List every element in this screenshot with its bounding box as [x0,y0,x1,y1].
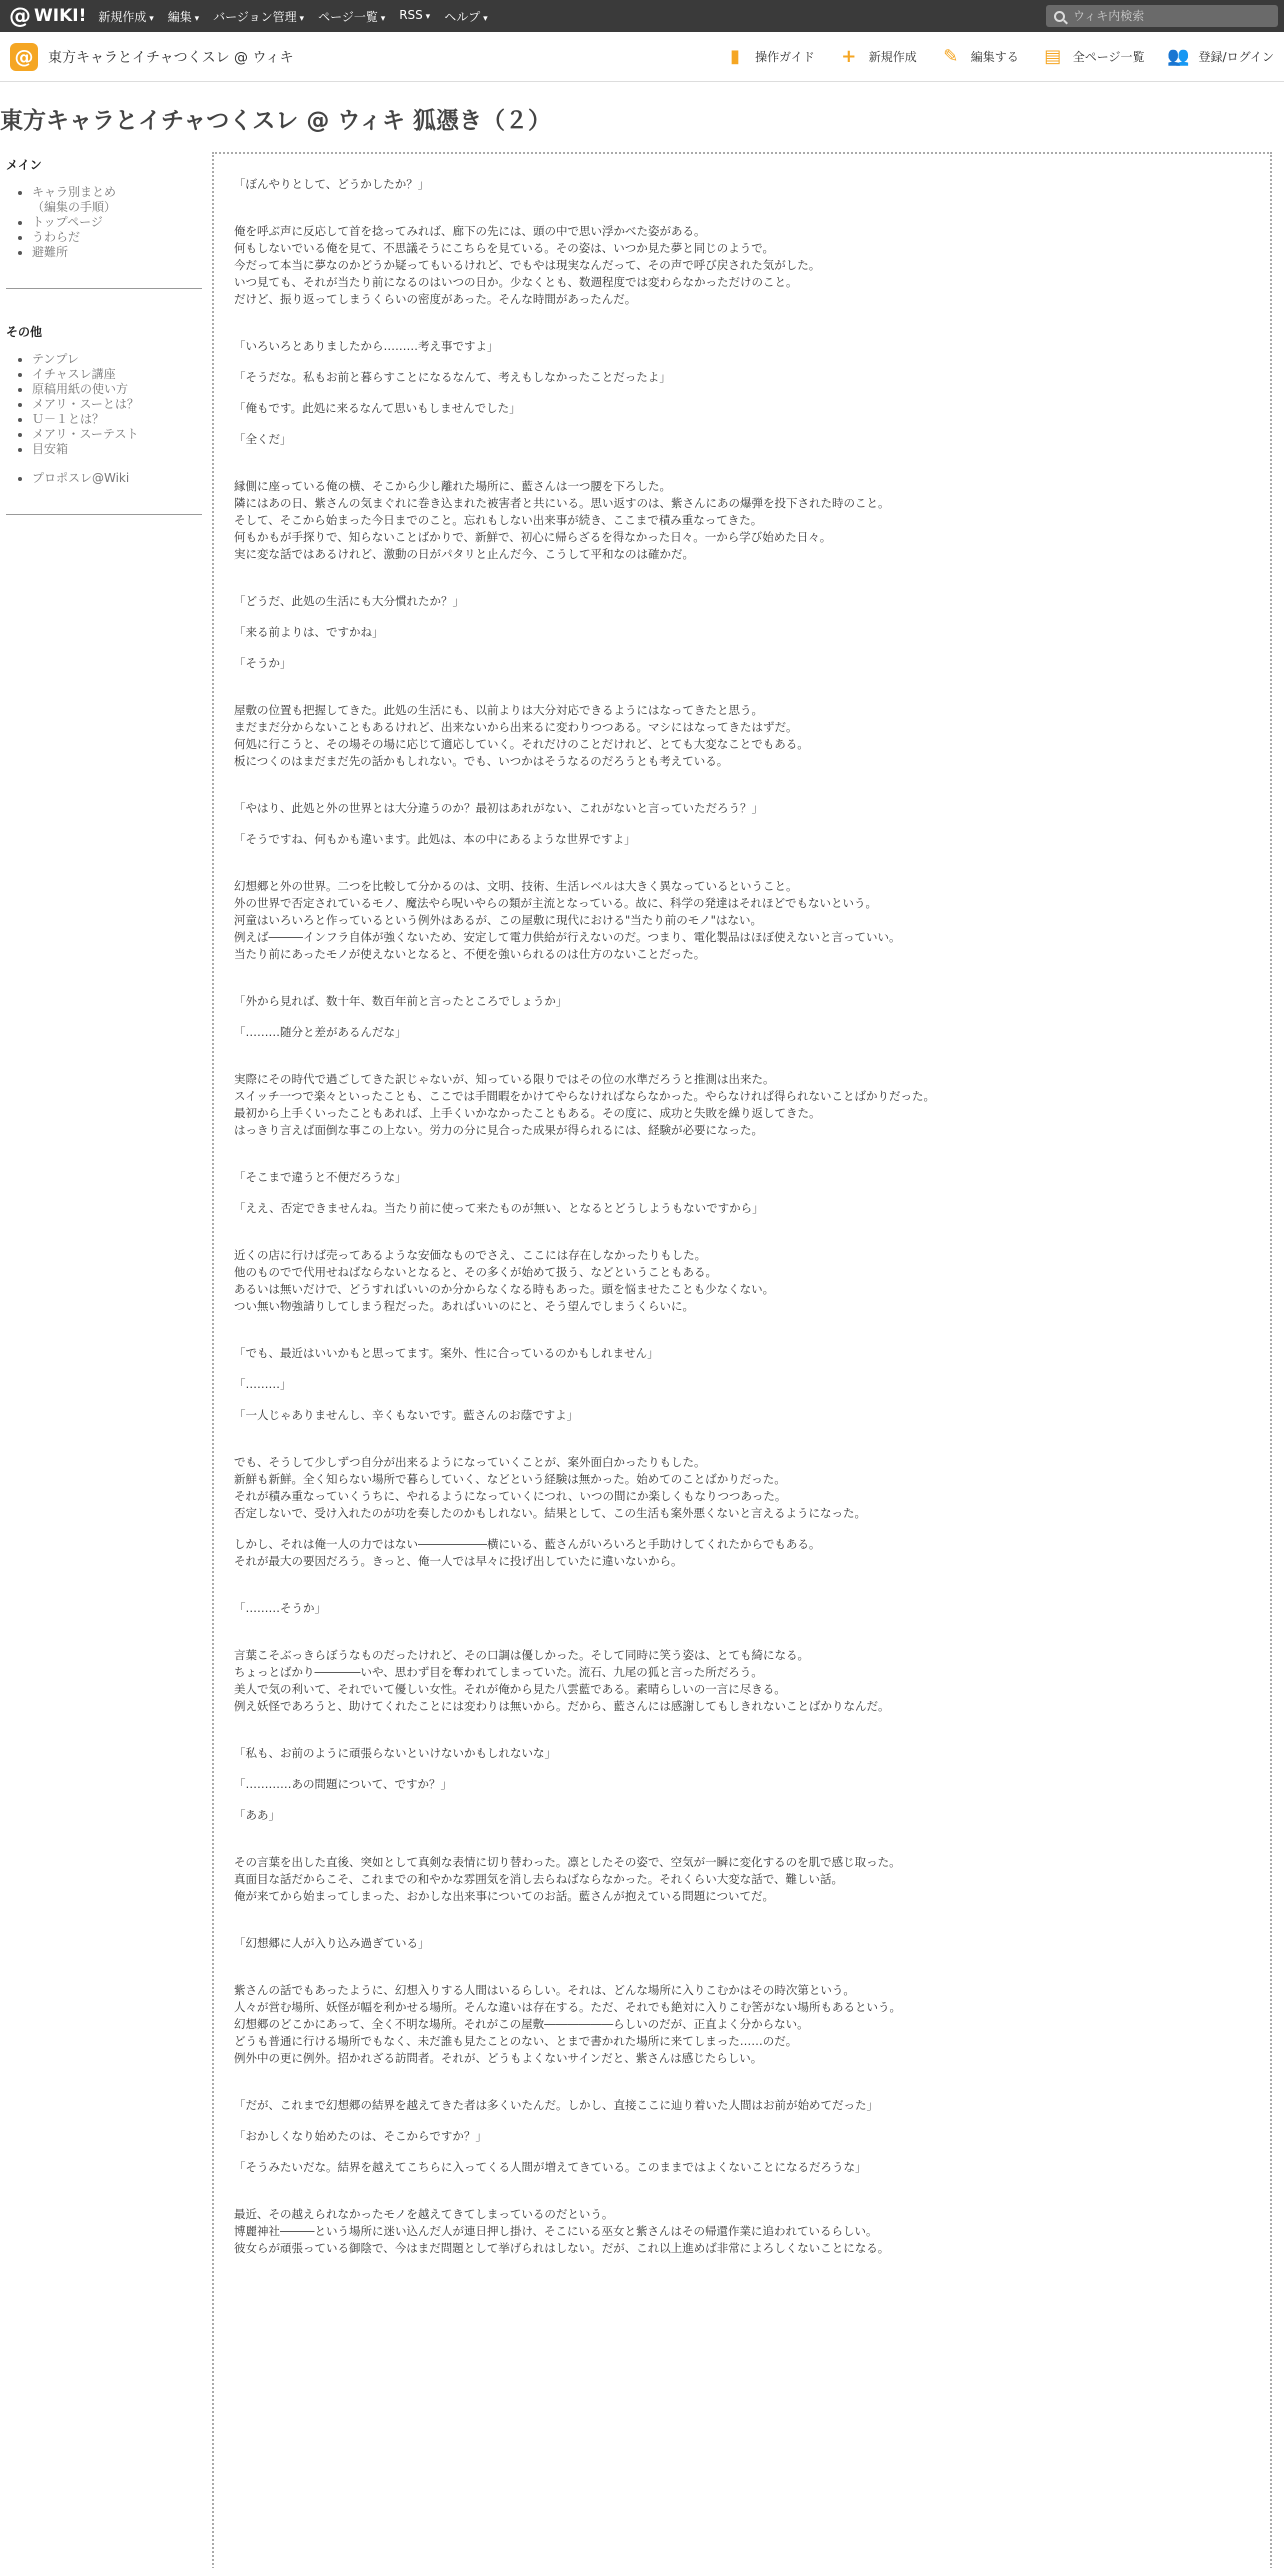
text-line: 美人で気の利いて、それでいて優しい女性。それが俺から見た八雲藍である。素晴らしいの一言に尽きる。 [234,1682,786,1696]
sidebar-item-label: 目安箱 [32,442,69,456]
dialogue-line [234,800,1270,817]
text-line: 他のものでで代用せねばならないとなると、その多くが始めて扱う、などということもある。 [234,1265,717,1279]
text-line: はっきり言えば面倒な事この上ない。労力の分に見合った成果が得られるには、経験が必要になった。 [234,1123,763,1137]
narration-paragraph [234,1247,1270,1315]
all-pages-button[interactable] [1043,47,1145,67]
logo-text: WIKI! [34,6,87,26]
sidebar-item-uwarada[interactable] [32,230,212,245]
text-line: 「そうだな。私もお前と暮らすことになるなんて、考えもしなかったことだったよ」 [234,370,671,384]
sidebar [0,152,212,549]
text-line: 幻想郷のどこかにあって、全く不明な場所。それがこの屋敷――――――らしいのだが、正直よく分からない。 [234,2017,809,2031]
text-line: つい無い物強請りしてしまう程だった。あればいいのにと、そう望んでしまうくらいに。 [234,1299,694,1313]
text-line: 「そうみたいだな。結界を越えてこちらに入ってくる人間が増えてきている。このままではよくないことになるだろうな」 [234,2160,867,2174]
sidebar-item-manuscript[interactable] [32,382,212,397]
text-line: そして、そこから始まった今日までのこと。忘れもしない出来事が続き、ここまで積み重なってきた。 [234,513,763,527]
atwiki-logo[interactable] [6,4,86,28]
wiki-search [1046,5,1278,27]
text-line: 屋敷の位置も把握してきた。此処の生活にも、以前よりは大分対応できるようにはなってきたと思う。 [234,703,763,717]
dialogue-line [234,624,1270,641]
sidebar-main-list [6,185,212,260]
text-line: 「………随分と差があるんだな」 [234,1025,407,1039]
narration-paragraph [234,702,1270,770]
text-line: 幻想郷と外の世界。二つを比較して分かるのは、文明、技術、生活レベルは大きく異なっているということ。 [234,879,798,893]
text-line: 「私も、お前のように頑張らないといけないかもしれないな」 [234,1746,556,1760]
menu-edit[interactable]: 編集 ▾ [168,8,199,25]
dialogue-line [234,1776,1270,1793]
text-line: 今だって本当に夢なのかどうか疑ってもいるけれど、でもやは現実なんだって、その声で呼び戻された気がした。 [234,258,821,272]
text-line: 隣にはあの日、紫さんの気まぐれに巻き込まれた被害者と共にいる。思い返すのは、紫さんにあの爆弾を投下された時のこと。 [234,496,890,510]
narration-paragraph [234,2206,1270,2257]
text-line: 新鮮も新鮮。全く知らない場所で暮らしていく、などという経験は無かった。始めてのことばかりだった。 [234,1472,786,1486]
sidebar-item-label: トップページ [32,215,103,229]
sidebar-item-refuge[interactable] [32,245,212,260]
dialogue-line [234,431,1270,448]
text-line: 「………」 [234,1377,292,1391]
login-button[interactable] [1169,47,1274,67]
text-line: 「そうですね、何もかも違います。此処は、本の中にあるような世界ですよ」 [234,832,636,846]
sidebar-item-label: キャラ別まとめ [32,185,117,199]
menu-rss[interactable]: RSS ▾ [399,8,430,25]
dialogue-line [234,2097,1270,2114]
site-tools [701,47,1274,67]
text-line: 人々が営む場所、妖怪が幅を利かせる場所。そんな違いは存在する。ただ、それでも絶対に入りこむ筈がない場所もあるという。 [234,2000,901,2014]
site-header [0,32,1284,82]
text-line: 言葉こそぶっきらぼうなものだったけれど、その口調は優しかった。そして同時に笑う姿は、とても綺になる。 [234,1648,809,1662]
text-line: 「どうだ、此処の生活にも大分慣れたか？」 [234,594,464,608]
edit-label: 編集する [970,50,1019,64]
text-line: 最初から上手くいったこともあれば、上手くいかなかったこともある。その度に、成功と失敗を繰り返してきた。 [234,1106,821,1120]
text-line: 「外から見れば、数十年、数百年前と言ったところでしょうか」 [234,994,568,1008]
text-line: ちょっとばかり――――いや、思わず目を奪われてしまっていた。流石、九尾の狐と言った所だろう。 [234,1665,763,1679]
text-line: でも、そうして少しずつ自分が出来るようになっていくことが、案外面白かったりもした。 [234,1455,706,1469]
sidebar-item-suggestion-box[interactable] [32,442,212,457]
pages-icon: ▤ [1044,46,1062,67]
sidebar-item-sublabel[interactable]: （編集の手順） [32,200,117,214]
text-line: あるいは無いだけで、どうすればいいのか分からなくなる時もあった。頭を悩ませたことも少なくない。 [234,1282,775,1296]
narration-paragraph [234,878,1270,963]
sidebar-other-heading: その他 [6,325,43,339]
menu-version[interactable]: バージョン管理 ▾ [213,8,304,25]
sidebar-divider [6,288,202,289]
dialogue-line [234,831,1270,848]
sidebar-item-label: メアリ・スーテスト [32,427,139,441]
text-line: 例外中の更に例外。招かれざる訪問者。それが、どうもよくないサインだと、紫さんは感じたらしい。 [234,2051,763,2065]
text-line: 例え妖怪であろうと、助けてくれたことには変わりは無いから。だから、藍さんには感謝してもしきれないことばかりなんだ。 [234,1699,890,1713]
at-logo-icon: @ [9,3,31,29]
text-line: 俺を呼ぶ声に反応して首を捻ってみれば、廊下の先には、頭の中で思い浮かべた姿がある。 [234,224,706,238]
dialogue-line [234,1200,1270,1217]
text-line: 「そこまで違うと不便だろうな」 [234,1170,407,1184]
guide-label: 操作ガイド [755,50,815,64]
text-line: 当たり前にあったモノが使えないとなると、不便を強いられるのは仕方のないことだった。 [234,947,706,961]
menu-new[interactable]: 新規作成 ▾ [98,8,153,25]
dialogue-line [234,1600,1270,1617]
dialogue-line [234,369,1270,386]
text-line: 近くの店に行けば売ってあるような安価なものでさえ、ここには存在しなかったりもした。 [234,1248,707,1262]
dialogue-line [234,1169,1270,1186]
sidebar-item-label: メアリ・スーとは？ [32,397,139,411]
edit-button[interactable] [941,47,1019,67]
login-label: 登録/ログイン [1198,50,1274,64]
dialogue-line [234,1407,1270,1424]
text-line: だけど、振り返ってしまうくらいの密度があった。そんな時間があったんだ。 [234,292,637,306]
text-line: 否定しないで、受け入れたのが功を奏したのかもしれない。結果として、この生活も案外悪くないと言えるようになった。 [234,1506,867,1520]
text-line: 「だが、これまで幻想郷の結界を越えてきた者は多くいたんだ。しかし、直接ここに辿り着いた人間はお前が始めてだった」 [234,2098,878,2112]
narration-paragraph [234,1982,1270,2067]
dialogue-line [234,1807,1270,1824]
sidebar-main-heading: メイン [6,158,42,172]
text-line: まだまだ分からないこともあるけれど、出来ないから出来るに変わりつつある。マシにはなってきたはずだ。 [234,720,798,734]
sidebar-item-marysue-test[interactable] [32,427,212,442]
top-nav-bar [0,0,1284,32]
text-line: 「…………あの問題について、ですか？」 [234,1777,453,1791]
dialogue-line [234,2128,1270,2145]
sidebar-item-template[interactable] [32,352,212,367]
narration-paragraph [234,478,1270,563]
text-line: その言葉を出した直後、突如として真剣な表情に切り替わった。凛としたその姿で、空気が一瞬に変化するのを肌で感じ取った。 [234,1855,901,1869]
dialogue-line [234,338,1270,355]
text-line: 最近、その越えられなかったモノを越えてきてしまっているのだという。 [234,2207,614,2221]
narration-paragraph [234,1536,1270,1570]
text-line: 俺が来てから始まってしまった、おかしな出来事についてのお話。藍さんが抱えている問題についてだ。 [234,1889,775,1903]
text-line: 「おかしくなり始めたのは、そこからですか？」 [234,2129,487,2143]
sidebar-item-propo[interactable] [32,471,212,486]
dialogue-line [234,1935,1270,1952]
dialogue-line [234,400,1270,417]
dialogue-line [234,993,1270,1010]
dialogue-line [234,655,1270,672]
dialogue-line [234,2159,1270,2176]
text-line: 「幻想郷に人が入り込み過ぎている」 [234,1936,430,1950]
text-line: 「来る前よりは、ですかね」 [234,625,384,639]
narration-paragraph [234,1071,1270,1139]
menu-page-list[interactable]: ページ一覧 ▾ [318,8,385,25]
sidebar-item-top[interactable] [32,215,212,230]
pencil-icon: ✎ [943,46,959,67]
narration-paragraph [234,223,1270,308]
text-line: 「全くだ」 [234,432,292,446]
text-line: 何もしないでいる俺を見て、不思議そうにこちらを見ている。その姿は、いつか見た夢と同じのようで。 [234,241,775,255]
menu-help[interactable]: ヘルプ ▾ [444,8,487,25]
plus-icon: + [841,46,857,67]
text-line: 博麗神社―――という場所に迷い込んだ人が連日押し掛け、そこにいる巫女と紫さんはその帰還作業に追われているらしい。 [234,2224,878,2238]
search-input[interactable] [1073,9,1263,23]
sidebar-item-label: テンプレ [32,352,79,366]
text-line: 「やはり、此処と外の世界とは大分違うのか？最初はあれがない、これがないと言っていただろう？」 [234,801,763,815]
text-line: 縁側に座っている俺の横、そこから少し離れた場所に、藍さんは一つ腰を下ろした。 [234,479,671,493]
text-line: 「俺もです。此処に来るなんて思いもしませんでした」 [234,401,521,415]
text-line: 例えば―――インフラ自体が強くないため、安定して電力供給が行えないのだ。つまり、電化製品はほぼ使えないと言っていい。 [234,930,901,944]
text-line: いつ見ても、それが当たり前になるのはいつの日か。少なくとも、数週程度では変わらなかっただけのこと。 [234,275,798,289]
sidebar-item-label: イチャスレ講座 [32,367,116,381]
sidebar-item-label: Ｕ－１とは？ [32,412,105,426]
sidebar-extra-list [6,471,212,486]
page-title: 東方キャラとイチャつくスレ @ ウィキ 狐憑き（２） [0,108,551,134]
text-line: 紫さんの話でもあったように、幻想入りする人間はいるらしい。それは、どんな場所に入りこむかはその時次第という。 [234,1983,855,1997]
text-line: 何もかもが手探りで、知らないことばかりで、新鮮で、初心に帰らざるを得なかった日々。一から学び始めた日々。 [234,530,832,544]
search-icon[interactable] [1054,11,1065,22]
sidebar-item-course[interactable] [32,367,212,382]
new-page-label: 新規作成 [868,50,917,64]
text-line: 「ぼんやりとして、どうかしたか？」 [234,177,430,191]
text-line: 外の世界で否定されているモノ、魔法やら呪いやらの類が主流となっている。故に、科学の発達はそれほどでもないという。 [234,896,877,910]
sidebar-item-marysue[interactable] [32,397,212,412]
text-line: 「一人じゃありませんし、辛くもないです。藍さんのお蔭ですよ」 [234,1408,579,1422]
guide-button[interactable] [725,47,815,67]
dialogue-line [234,176,1270,193]
text-line: どうも普通に行ける場所でもなく、未だ誰も見たことのない、とまで書かれた場所に来てしまった……のだ。 [234,2034,798,2048]
text-line: それが最大の要因だろう。きっと、俺一人では早々に投げ出していたに違いないから。 [234,1554,683,1568]
dialogue-line [234,593,1270,610]
dialogue-line [234,1745,1270,1762]
site-logo-icon[interactable]: @ [10,43,38,71]
text-line: 何処に行こうと、その場その場に応じて適応していく。それだけのことだけれど、とても大変なことでもある。 [234,737,809,751]
dialogue-line [234,1024,1270,1041]
text-line: スイッチ一つで楽々といったことも、ここでは手間暇をかけてやらなければならなかった。やらなければ得られないことばかりだった。 [234,1089,936,1103]
new-page-button[interactable] [839,47,917,67]
text-line: 「いろいろとありましたから………考え事ですよ」 [234,339,499,353]
sidebar-divider [6,514,202,515]
text-line: 河童はいろいろと作っているという例外はあるが、この屋敷に現代における"当たり前のモノ"はない。 [234,913,762,927]
text-line: 彼女らが頑張っている御陰で、今はまだ問題として挙げられはしない。だが、これ以上進めば非常によろしくないことになる。 [234,2241,890,2255]
all-pages-label: 全ページ一覧 [1072,50,1145,64]
text-line: 「ああ」 [234,1808,280,1822]
text-line: しかし、それは俺一人の力ではない――――――横にいる、藍さんがいろいろと手助けしてくれたからでもある。 [234,1537,821,1551]
text-line: それが積み重なっていくうちに、やれるようになっていくにつれ、いつの間にか楽しくもなりつつあった。 [234,1489,787,1503]
sidebar-item-label: プロポスレ@Wiki [32,471,130,485]
main-content [212,152,1272,2568]
sidebar-item-label: 原稿用紙の使い方 [32,382,129,396]
text-line: 「でも、最近はいいかもと思ってます。案外、性に合っているのかもしれません」 [234,1346,659,1360]
sidebar-item-character[interactable] [32,185,212,215]
text-line: 「………そうか」 [234,1601,326,1615]
text-line: 板につくのはまだまだ先の話かもしれない。でも、いつかはそうなるのだろうとも考えている。 [234,754,729,768]
sidebar-item-label: うわらだ [32,230,81,244]
narration-paragraph [234,1454,1270,1522]
guide-icon: ▮ [730,46,741,67]
sidebar-other-list [6,352,212,457]
sidebar-item-label: 避難所 [32,245,69,259]
text-line: 実際にその時代で過ごしてきた訳じゃないが、知っている限りではその位の水準だろうと推測は出来た。 [234,1072,775,1086]
narration-paragraph [234,1647,1270,1715]
text-line: 実に変な話ではあるけれど、激動の日がパタリと止んだ今、こうして平和なのは確かだ。 [234,547,694,561]
text-line: 「ええ、否定できませんね。当たり前に使って来たものが無い、となるとどうしようもないですから」 [234,1201,764,1215]
text-line: 真面目な話だからこそ、これまでの和やかな雰囲気を消し去らねばならなかった。それくらい大変な話で、難しい話。 [234,1872,844,1886]
text-line: 「そうか」 [234,656,292,670]
dialogue-line [234,1376,1270,1393]
dialogue-line [234,1345,1270,1362]
site-name[interactable]: 東方キャラとイチャつくスレ @ ウィキ [48,49,294,66]
top-menu [98,8,501,25]
user-icon: 👥 [1167,46,1190,67]
narration-paragraph [234,1854,1270,1905]
sidebar-item-u1[interactable] [32,412,212,427]
